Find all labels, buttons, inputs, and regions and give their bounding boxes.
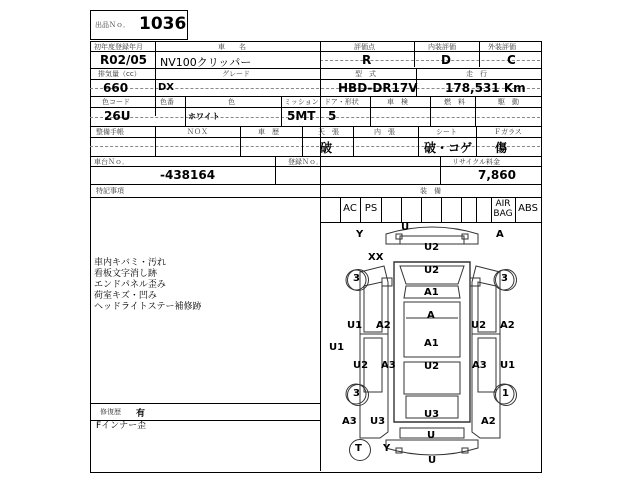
inspection-mark: 3 (353, 388, 360, 399)
displacement-label: 排気量（cc） (98, 70, 141, 78)
inspection-label: 車 検 (387, 98, 408, 106)
recall-label: 車 歴 (258, 128, 279, 136)
inspection-mark: A3 (472, 360, 487, 371)
inspection-mark: U (428, 455, 437, 466)
inspection-mark: A2 (481, 416, 496, 427)
interior-score-label: 内装評価 (428, 43, 456, 51)
color-code-label: 色コード (102, 98, 130, 106)
remark-item: 荷室キズ・凹み (94, 291, 157, 301)
inspection-mark: U2 (424, 242, 440, 253)
equipment-item (320, 197, 341, 222)
mission-value: 5MT (287, 109, 316, 123)
mileage-label: 走 行 (466, 70, 487, 78)
model-value: HBD-DR17V (338, 81, 418, 95)
exterior-score-value: C (507, 53, 516, 67)
remark-item: ヘッドライトステー補修跡 (94, 302, 202, 312)
inspection-mark: U3 (424, 409, 440, 420)
chassis-no-label: 車台Ｎｏ． (94, 158, 129, 166)
score-value: R (362, 53, 372, 67)
grade-label: グレード (222, 70, 250, 78)
car-name-label: 車 名 (218, 43, 246, 51)
inspection-mark: U1 (347, 320, 363, 331)
inspection-mark: 3 (501, 273, 508, 284)
first-reg-label: 初年度登録年月 (94, 43, 143, 51)
repair-history-label: 修復歴 (100, 408, 121, 416)
f-glass-value: 傷 (495, 141, 508, 155)
seat-value: 破・コゲ (424, 141, 473, 155)
inspection-mark: U2 (424, 361, 440, 372)
exterior-score-label: 外装評価 (488, 43, 516, 51)
inspection-mark: 3 (353, 273, 360, 284)
inspection-mark: T (355, 443, 362, 454)
grade-value: DX (158, 82, 175, 93)
color-value: ホワイト (188, 112, 220, 121)
interior-score-value: D (441, 53, 451, 67)
nox-label: ＮＯＸ (187, 128, 208, 136)
lot-number-box (90, 10, 188, 40)
ceiling-label: 天 張 (318, 128, 339, 136)
drive-label: 駆 動 (498, 98, 519, 106)
mission-label: ミッション (284, 98, 319, 106)
fuel-label: 燃 料 (444, 98, 465, 106)
inspection-mark: Y (383, 443, 391, 454)
f-glass-label: Ｆガラス (494, 128, 522, 136)
lot-number: 1036 (139, 14, 187, 34)
inspection-mark: U1 (329, 342, 345, 353)
color-label: 色 (228, 98, 235, 106)
door-shape-value: 5 (328, 109, 337, 123)
inspection-mark: U2 (353, 360, 369, 371)
inspection-mark: U3 (370, 416, 386, 427)
repair-history-value: 有 (136, 409, 146, 419)
color-code-value: 26U (104, 109, 131, 123)
equipment-abs: ABS (518, 203, 538, 214)
remark-item: 車内キバミ・汚れ (94, 258, 167, 268)
inspection-mark: U1 (500, 360, 516, 371)
car-name-value: NV100クリッパー (160, 56, 252, 69)
inspection-mark: U2 (471, 320, 487, 331)
inspection-mark: A (427, 310, 435, 321)
inspection-mark: A1 (424, 338, 439, 349)
inspection-mark: A3 (381, 360, 396, 371)
inspection-mark: A1 (424, 287, 439, 298)
equipment-ps: PS (364, 203, 378, 214)
first-reg-value: R02/05 (100, 53, 148, 67)
maintenance-label: 整備手帳 (96, 128, 124, 136)
equipment-row (320, 197, 540, 222)
remarks-label: 特記事項 (96, 187, 124, 195)
inspection-mark: A2 (500, 320, 515, 331)
seat-label: シート (436, 128, 457, 136)
inspection-mark: U2 (424, 265, 440, 276)
inspection-mark: XX (368, 252, 384, 263)
recycle-value: 7,860 (478, 168, 516, 182)
inspection-mark: Y (356, 229, 364, 240)
inspection-mark: U (427, 430, 436, 441)
ceiling-value: 破 (320, 141, 333, 155)
lot-number-label: 出品Ｎｏ． (95, 21, 130, 29)
model-label: 型 式 (355, 70, 376, 78)
repair-note: Fインナー歪 (96, 421, 147, 431)
equipment-ac: AC (343, 203, 357, 214)
remark-item: 看板文字消し跡 (94, 269, 158, 279)
equipment-label: 装 備 (420, 187, 441, 195)
displacement-value: 660 (103, 81, 129, 95)
inspection-mark: U (401, 222, 410, 233)
color-no-label: 色番 (160, 98, 174, 106)
score-label: 評価点 (354, 43, 375, 51)
inspection-mark: A (496, 229, 504, 240)
inspection-mark: 1 (502, 388, 509, 399)
inspection-mark: A2 (376, 320, 391, 331)
chassis-no-value: -438164 (160, 168, 216, 182)
inspection-mark: A3 (342, 416, 357, 427)
reg-no-label: 登録Ｎｏ． (288, 158, 323, 166)
interior-trim-label: 内 張 (374, 128, 395, 136)
recycle-label: リサイクル料金 (452, 158, 501, 166)
equipment-airbag: AIR BAG (493, 199, 513, 219)
door-shape-label: ドア・形状 (324, 98, 359, 106)
remark-item: エンドパネル歪み (94, 280, 166, 290)
mileage-value: 178,531 Km (445, 81, 526, 95)
remarks-list (94, 258, 201, 313)
